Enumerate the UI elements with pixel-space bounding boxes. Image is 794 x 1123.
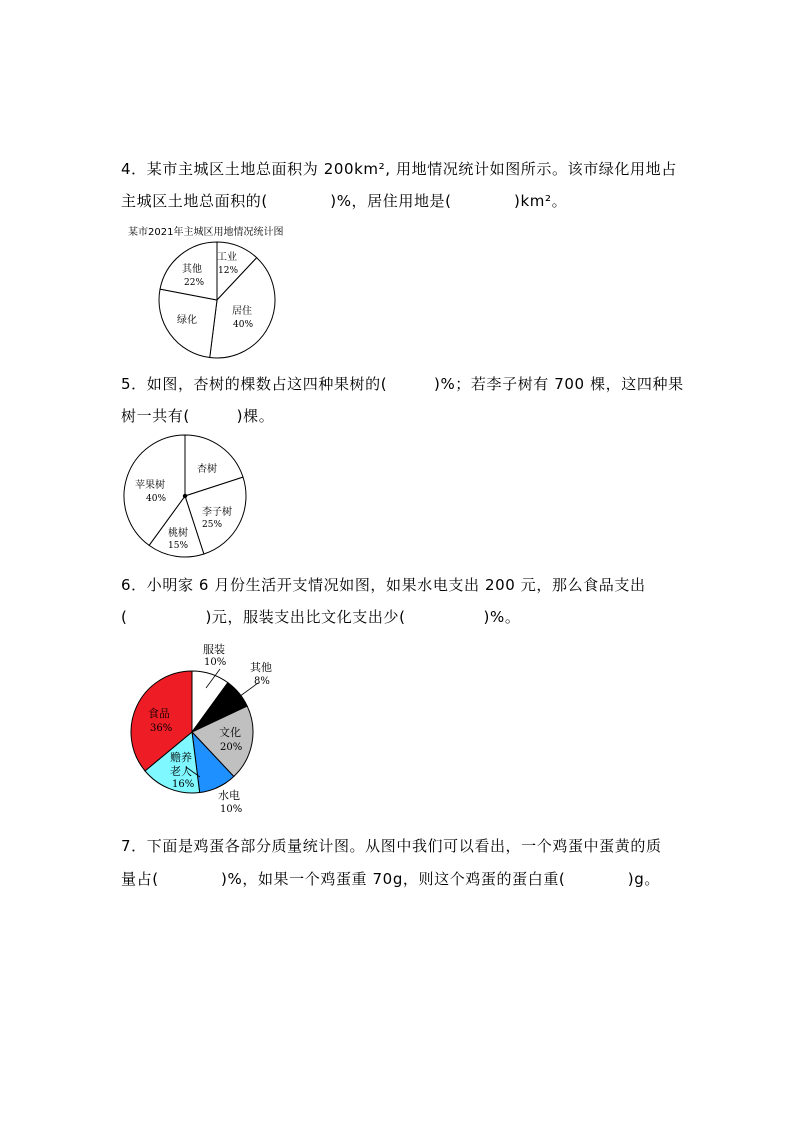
slice-value-elderly-care: 16% (172, 779, 195, 790)
slice-value-other: 22% (184, 278, 205, 288)
slice-value-utilities: 10% (220, 804, 243, 815)
slice-label-food: 食品 (148, 707, 170, 720)
slice-label-utilities: 水电 (218, 789, 240, 802)
slice-value-residential: 40% (233, 320, 254, 330)
slice-value-peach: 15% (168, 541, 189, 551)
question-7-line-2: 量占( )%，如果一个鸡蛋重 70g，则这个鸡蛋的蛋白重( )g。 (121, 870, 660, 888)
slice-label-peach: 桃树 (168, 528, 188, 539)
question-6-line-1: 6．小明家 6 月份生活开支情况如图，如果水电支出 200 元，那么食品支出 (121, 576, 646, 594)
slice-value-industry: 12% (218, 266, 239, 276)
slice-value-other: 8% (254, 676, 270, 687)
question-5-line-1: 5．如图，杏树的棵数占这四种果树的( )%；若李子树有 700 棵，这四种果 (121, 375, 684, 393)
question-4-line-1: 4．某市主城区土地总面积为 200km², 用地情况统计如图所示。该市绿化用地占 (121, 160, 677, 178)
slice-label-culture: 文化 (219, 726, 241, 739)
question-7-line-1: 7．下面是鸡蛋各部分质量统计图。从图中我们可以看出，一个鸡蛋中蛋黄的质 (121, 837, 662, 855)
slice-value-culture: 20% (220, 742, 243, 753)
land-use-pie-chart (120, 220, 320, 365)
pie-center-dot (183, 494, 187, 498)
slice-value-clothing: 10% (204, 657, 227, 668)
slice-value-food: 36% (150, 723, 173, 734)
land-use-chart-title: 某市2021年主城区用地情况统计图 (128, 227, 284, 238)
question-4-line-2: 主城区土地总面积的( )%，居住用地是( )km²。 (121, 192, 568, 210)
question-6-line-2: ( )元，服装支出比文化支出少( )%。 (121, 608, 521, 626)
slice-label-green: 绿化 (177, 315, 197, 326)
slice-label-residential: 居住 (232, 306, 252, 317)
slice-label-plum: 李子树 (202, 507, 232, 518)
slice-label-industry: 工业 (217, 252, 237, 263)
slice-value-apple: 40% (146, 494, 167, 504)
fruit-trees-pie-chart (120, 432, 250, 562)
slice-label-other: 其他 (250, 661, 272, 674)
slice-label-apple: 苹果树 (135, 480, 165, 491)
slice-label-apricot: 杏树 (197, 464, 217, 475)
slice-value-plum: 25% (202, 520, 223, 530)
slice-label-other: 其他 (182, 264, 202, 275)
question-5-line-2: 树一共有( )棵。 (121, 407, 275, 425)
slice-label-elderly-care: 赡养 (170, 751, 192, 764)
slice-label-elderly-care-line2: 老人 (170, 765, 192, 778)
slice-label-clothing: 服装 (203, 643, 225, 656)
household-expense-pie-chart (120, 636, 290, 821)
